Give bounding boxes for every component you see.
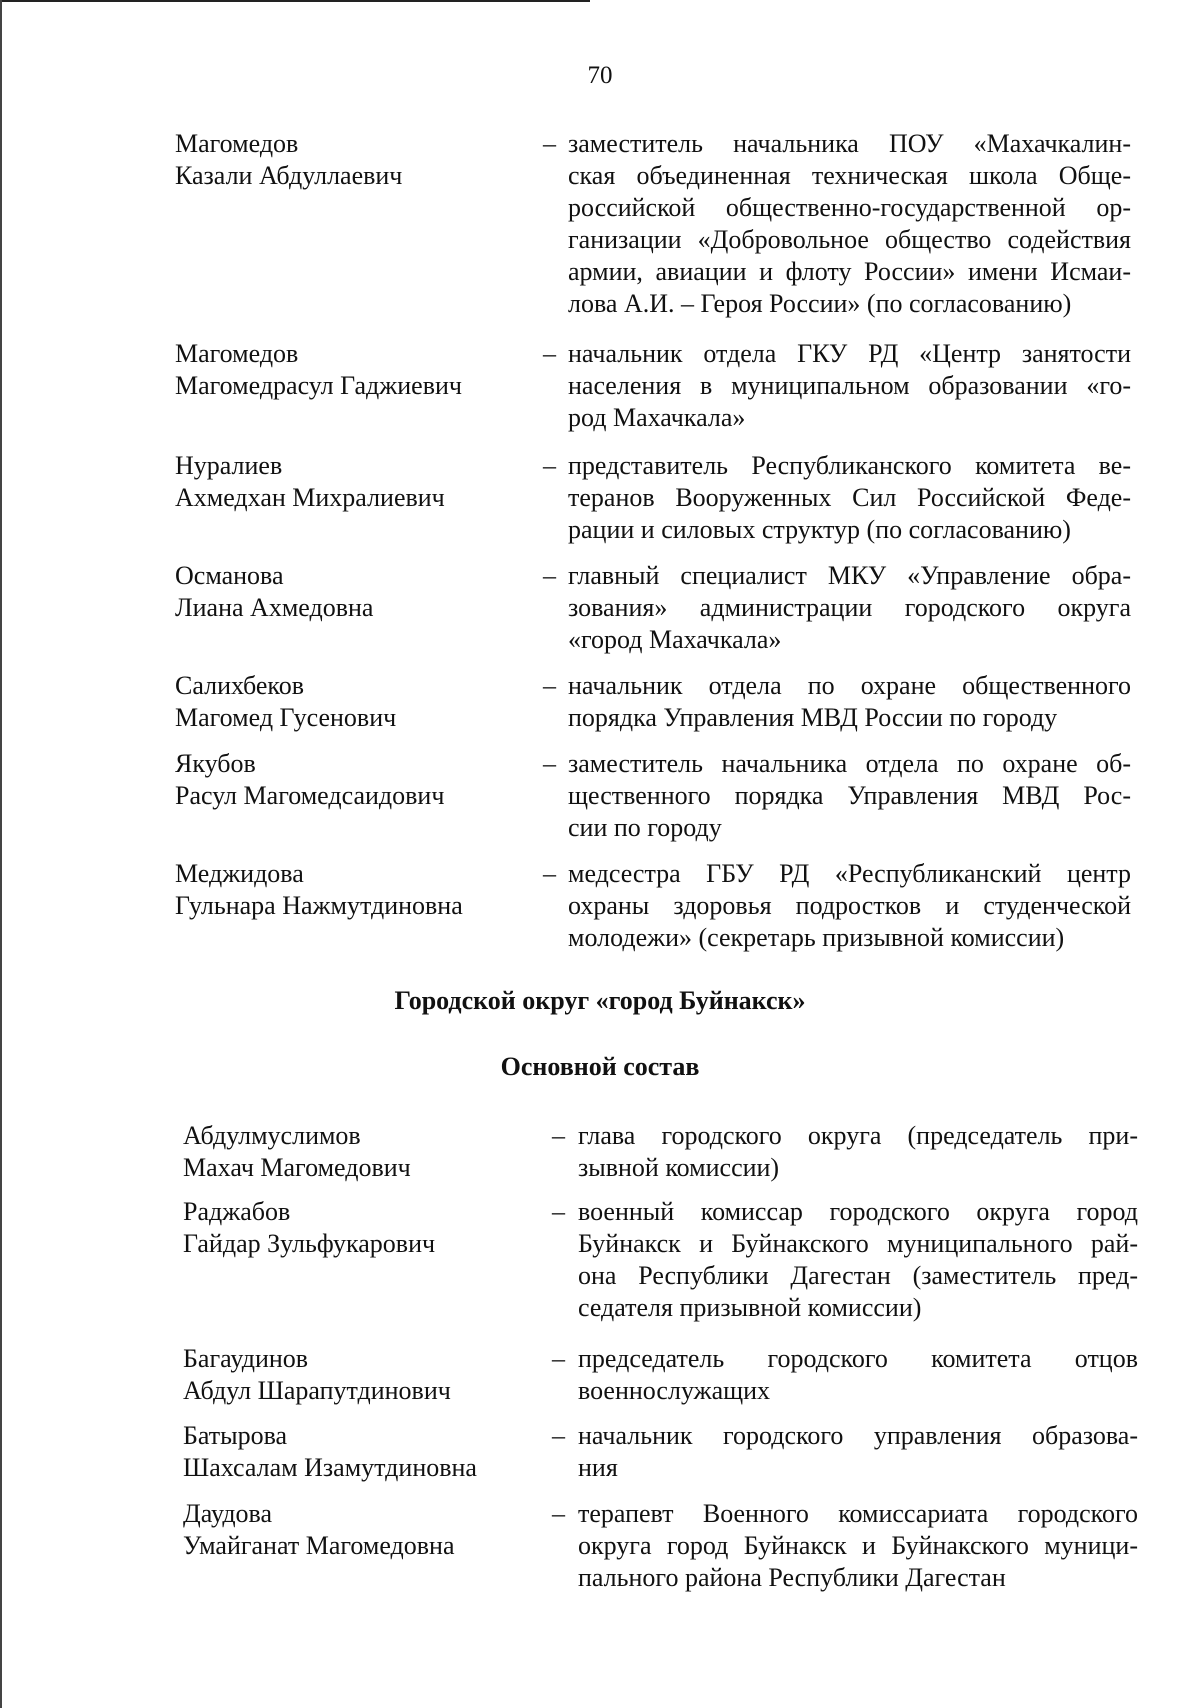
position-line: начальник городского управления образова-: [578, 1421, 1138, 1450]
position-line: представитель Республиканского комитета ве-: [568, 451, 1131, 480]
member-name: [175, 450, 445, 514]
position-line: российской общественно-государственной ор-: [568, 193, 1131, 222]
position-line: терапевт Военного комиссариата городского: [578, 1499, 1138, 1528]
position-line: ганизации «Добровольное общество содействия: [568, 225, 1131, 254]
member-name: [175, 748, 444, 812]
member-given-names: Лиана Ахмедовна: [175, 593, 374, 622]
dash-separator: –: [552, 1344, 565, 1373]
dash-separator: –: [543, 671, 556, 700]
member-given-names: Гайдар Зульфукарович: [183, 1229, 436, 1258]
position-line: медсестра ГБУ РД «Республиканский центр: [568, 859, 1131, 888]
member-name: [175, 560, 373, 624]
member-position: [568, 450, 1131, 546]
member-position: [578, 1498, 1138, 1594]
position-line: военнослужащих: [578, 1376, 771, 1405]
position-line: она Республики Дагестан (заместитель пред-: [578, 1261, 1138, 1290]
page-number: 70: [587, 62, 613, 89]
member-position: [578, 1120, 1138, 1184]
member-surname: Даудова: [183, 1499, 273, 1528]
member-given-names: Шахсалам Изамутдиновна: [183, 1453, 477, 1482]
member-surname: Османова: [175, 561, 284, 590]
position-line: населения в муниципальном образовании «го-: [568, 371, 1131, 400]
member-position: [568, 670, 1131, 734]
position-line: председатель городского комитета отцов: [578, 1344, 1138, 1373]
position-line: «город Махачкала»: [568, 625, 782, 654]
position-line: заместитель начальника отдела по охране об-: [568, 749, 1131, 778]
dash-separator: –: [543, 859, 556, 888]
dash-separator: –: [543, 749, 556, 778]
member-position: [578, 1420, 1138, 1484]
member-surname: Салихбеков: [175, 671, 305, 700]
member-surname: Нуралиев: [175, 451, 283, 480]
member-position: [568, 338, 1131, 434]
position-line: заместитель начальника ПОУ «Махачкалин-: [568, 129, 1131, 158]
member-given-names: Абдул Шарапутдинович: [183, 1376, 451, 1405]
position-line: Буйнакск и Буйнакского муниципального рай-: [578, 1229, 1138, 1258]
member-given-names: Умайганат Магомедовна: [183, 1531, 455, 1560]
position-line: ния: [578, 1453, 618, 1482]
member-name: [183, 1420, 477, 1484]
position-line: начальник отдела по охране общественного: [568, 671, 1131, 700]
position-line: порядка Управления МВД России по городу: [568, 703, 1058, 732]
position-line: род Махачкала»: [568, 403, 746, 432]
member-position: [568, 128, 1131, 320]
dash-separator: –: [543, 451, 556, 480]
member-position: [578, 1343, 1138, 1407]
member-given-names: Казали Абдуллаевич: [175, 161, 403, 190]
member-position: [568, 858, 1131, 954]
member-position: [578, 1196, 1138, 1324]
position-line: седателя призывной комиссии): [578, 1293, 922, 1322]
member-surname: Магомедов: [175, 129, 299, 158]
position-line: рации и силовых структур (по согласованию): [568, 515, 1071, 544]
member-surname: Якубов: [175, 749, 256, 778]
member-surname: Раджабов: [183, 1197, 291, 1226]
position-line: зования» администрации городского округа: [568, 593, 1131, 622]
dash-separator: –: [552, 1121, 565, 1150]
position-line: лова А.И. – Героя России» (по согласованию): [568, 289, 1072, 318]
position-line: пального района Республики Дагестан: [578, 1563, 1006, 1592]
position-line: начальник отдела ГКУ РД «Центр занятости: [568, 339, 1131, 368]
dash-separator: –: [543, 339, 556, 368]
member-surname: Абдулмуслимов: [183, 1121, 361, 1150]
position-line: армии, авиации и флоту России» имени Исмаи-: [568, 257, 1131, 286]
member-given-names: Ахмедхан Михралиевич: [175, 483, 445, 512]
member-position: [568, 748, 1131, 844]
position-line: глава городского округа (председатель при-: [578, 1121, 1138, 1150]
member-given-names: Гульнара Нажмутдиновна: [175, 891, 463, 920]
position-line: охраны здоровья подростков и студенческой: [568, 891, 1131, 920]
scan-top-edge: [0, 0, 590, 2]
position-line: сии по городу: [568, 813, 722, 842]
dash-separator: –: [552, 1499, 565, 1528]
member-surname: Меджидова: [175, 859, 304, 888]
member-name: [175, 670, 396, 734]
member-surname: Багаудинов: [183, 1344, 309, 1373]
scan-left-edge: [0, 0, 2, 1708]
member-name: [175, 338, 462, 402]
member-position: [568, 560, 1131, 656]
member-given-names: Магомед Гусенович: [175, 703, 397, 732]
position-line: главный специалист МКУ «Управление обра-: [568, 561, 1131, 590]
member-given-names: Магомедрасул Гаджиевич: [175, 371, 462, 400]
member-name: [183, 1196, 435, 1260]
position-line: округа город Буйнакск и Буйнакского муници-: [578, 1531, 1138, 1560]
position-line: ская объединенная техническая школа Обще-: [568, 161, 1131, 190]
position-line: военный комиссар городского округа город: [578, 1197, 1138, 1226]
member-surname: Магомедов: [175, 339, 299, 368]
member-given-names: Махач Магомедович: [183, 1153, 411, 1182]
member-name: [183, 1343, 451, 1407]
dash-separator: –: [552, 1421, 565, 1450]
member-given-names: Расул Магомедсаидович: [175, 781, 445, 810]
district-heading: Городской округ «город Буйнакск»: [394, 986, 806, 1015]
position-line: молодежи» (секретарь призывной комиссии): [568, 923, 1065, 952]
member-name: [175, 128, 402, 192]
dash-separator: –: [543, 561, 556, 590]
dash-separator: –: [552, 1197, 565, 1226]
dash-separator: –: [543, 129, 556, 158]
position-line: щественного порядка Управления МВД Рос-: [568, 781, 1131, 810]
position-line: зывной комиссии): [578, 1153, 780, 1182]
position-line: теранов Вооруженных Сил Российской Феде-: [568, 483, 1131, 512]
member-surname: Батырова: [183, 1421, 288, 1450]
member-name: [183, 1120, 411, 1184]
member-name: [175, 858, 463, 922]
composition-heading: Основной состав: [500, 1052, 700, 1081]
member-name: [183, 1498, 455, 1562]
